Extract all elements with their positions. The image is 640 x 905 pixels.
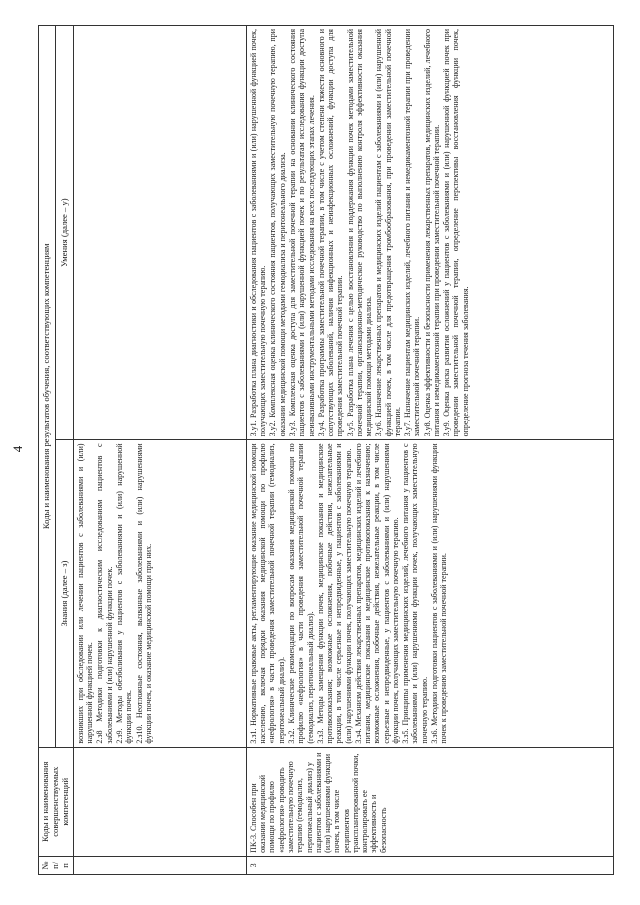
skills-item: 3.у2. Комплексная оценка клинического состояния пациентов, получающих заместительную почечную терапию, при оказании медицинской помощи методами гемодиализа и перитонеального диализа. bbox=[268, 29, 287, 437]
header-skills: Умения (далее – у) bbox=[56, 26, 73, 440]
skills-cell bbox=[73, 26, 246, 440]
header-results: Коды и наименования результатов обучения, соответствующих компетенциям bbox=[39, 26, 56, 748]
skills-item: 3.у1. Разработка плана диагностики и обследования пациентов с заболеваниями и (или) нарушенной функцией почек, получающих заместительную почечную терапию. bbox=[248, 29, 268, 437]
skills-item: 3.у6. Назначение лекарственных препаратов и медицинских изделий пациентам с заболеваниями и (или) нарушенной функцией почек, в том числе для предотвращения тромбообразования, при проведении заместительной почечной терапии. bbox=[374, 29, 402, 437]
header-code: Коды и наименования совершенствуемых компетенций bbox=[39, 747, 74, 856]
skills-item: 3.у8. Оценка эффективности и безопасности применения лекарственных препаратов, медицинских изделий, лечебного питания и немедикаментозной терапии при проведении заместительной почечной терапии. bbox=[422, 29, 441, 437]
header-num: № п/п bbox=[39, 856, 74, 874]
skills-item: 3.у4. Разработка программы заместительной почечной терапии, в том числе с учетом степени тяжести основного и сопутствующих заболеваний, наличия инфекционных и неинфекционных осложнений, функции доступа для проведения заместительной почечной терапии. bbox=[316, 29, 345, 437]
skills-item: 3.у9. Оценка риска развития осложнений у пациентов с заболеваниями и (или) нарушенной функцией почек при проведении заместительной почечной терапии, определение перспективы восстановления функции почек, определение прогноза течения заболевания. bbox=[442, 29, 470, 437]
knowledge-item: 2.з9. Методы обезболивания у пациентов с заболеваниями и (или) нарушенной функции почек. bbox=[114, 443, 134, 744]
skills-item: 3.у5. Разработка плана лечения с целью восстановления и поддержания функции почек методами заместительной почечной терапии, организационно-методическое руководство по выполнению контроля эффективности оказания медицинской помощи методами диализа. bbox=[345, 29, 374, 437]
page-number: 4 bbox=[10, 445, 25, 453]
knowledge-item: 3.з3. Методы замещения функции почек, медицинские показания и медицинские противопоказания; возможные осложнения, побочные действия, нежелательные реакции, в том числе серьезные и непредвиденные, у пациентов с заболеваниями и (или) нарушениями функции почек, получающих заместительную почечную терапию. bbox=[315, 443, 353, 744]
table-row bbox=[73, 26, 246, 875]
knowledge-item: 3.з2. Клинические рекомендации по вопросам оказания медицинской помощи по профилю «нефрология» в части проведения заместительной почечной терапии (гемодиализ, перитонеальный диализ). bbox=[286, 443, 315, 744]
skills-cell bbox=[246, 26, 613, 440]
competencies-table bbox=[38, 25, 614, 875]
knowledge-item: возникших при обследовании или лечении пациентов с заболеваниями и (или) нарушенной функцией почек. bbox=[75, 443, 95, 744]
knowledge-item: 2.з10. Неотложные состояния, вызванные заболеваниями и (или) нарушениями функции почек, и оказание медицинской помощи при них. bbox=[134, 443, 153, 744]
knowledge-cell bbox=[73, 440, 246, 747]
knowledge-item: 3.з1. Нормативные правовые акты, регламентирующие оказание медицинской помощи населению, включая порядки оказания медицинской помощи по профилю «нефрология» в части проведения заместительной почечной терапии (гемодиализ, перитонеальный диализ). bbox=[248, 443, 286, 744]
header-knowledge: Знания (далее – з) bbox=[56, 440, 73, 747]
code-item: ПК-3. Способен при оказании медицинской помощи по профилю «нефрология» проводить заместительную почечную терапию (гемодиализ, перитонеальный диализ) у пациентов с заболеваниями и (или) нарушениями функции почек, в том числе реципиентов трансплантированной почки, контролировать ее эффективность и безопасность bbox=[248, 752, 388, 853]
table-row bbox=[246, 26, 613, 875]
table-header-row bbox=[39, 26, 56, 875]
row-number bbox=[73, 856, 246, 874]
knowledge-cell bbox=[246, 440, 613, 747]
knowledge-item: 2.з8 Методики подготовки к диагностическим исследованиям пациентов с заболеваниями и (или) нарушенной функции почек. bbox=[95, 443, 114, 744]
knowledge-item: 3.з6. Методики подготовки пациентов с заболеваниями и (или) нарушениями функции почек к проведению заместительной почечной терапии. bbox=[429, 443, 449, 744]
table-subheader-row bbox=[56, 26, 73, 875]
skills-item: 3.у7. Назначение пациентам медицинских изделий, лечебного питания и немедикаментозной терапии при проведении заместительной почечной терапии. bbox=[403, 29, 422, 437]
knowledge-item: 3.з5. Принципы применения медицинских изделий, лечебного питания у пациентов с заболеваниями и (или) нарушениями функции почек, получающих заместительную почечную терапию. bbox=[401, 443, 429, 744]
competency-cell bbox=[73, 747, 246, 856]
knowledge-item: 3.з4. Механизм действия лекарственных препаратов, медицинских изделий и лечебного питания, медицинские показания и медицинские противопоказания к назначению; возможные осложнения, побочные действия, нежелательные реакции, в том числе серьезные и непредвиденные, у пациентов с заболеваниями и (или) нарушениями функции почек, получающих заместительную почечную терапию. bbox=[353, 443, 400, 744]
competency-cell bbox=[246, 747, 613, 856]
skills-item: 3.у3. Комплексная оценка доступа для заместительной почечной терапии на основании клинического состояния пациентов с заболеваниями и (или) нарушенной функцией почек и по результатам исследования функции доступа неинвазивными инструментальными методами исследования на всех последующих этапах лечения. bbox=[287, 29, 316, 437]
row-number: 3 bbox=[246, 856, 613, 874]
